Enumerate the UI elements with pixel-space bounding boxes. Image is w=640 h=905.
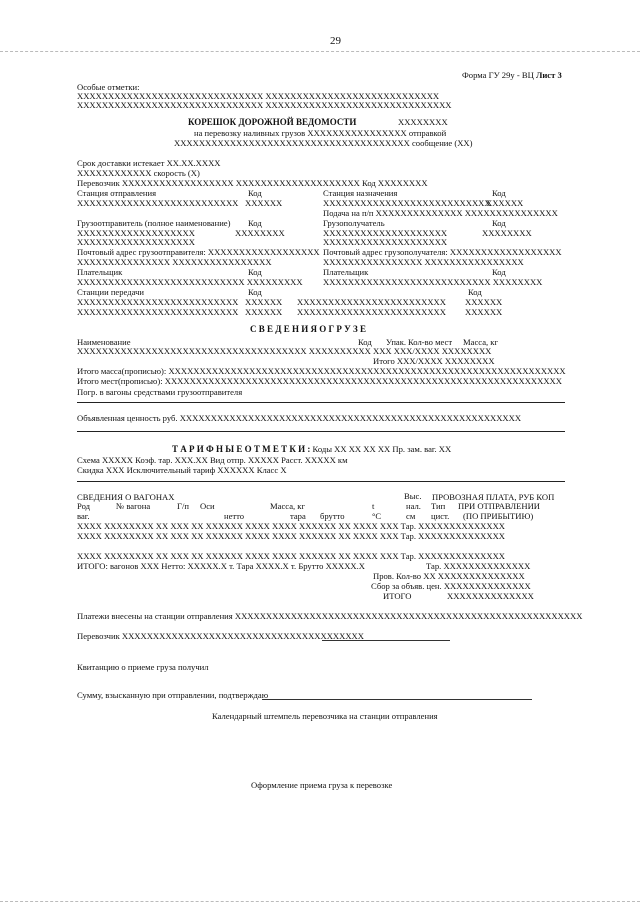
consignee-label: Грузополучатель: [323, 218, 385, 228]
total-mass-words: Итого масса(прописью): XXXXXXXXXXXXXXXXXXXXXXXXXXXXXXXXXXXXXXXXXXXXXXXXXXXXXXXXXXXXXXXX: [77, 366, 566, 376]
wagon-header-capacity: Г/п: [177, 501, 189, 511]
transfer-code: XXXXXX: [245, 307, 283, 317]
payer-label: Плательщик: [323, 267, 369, 277]
cargo-name-label: Наименование: [77, 337, 131, 347]
special-marks-label: Особые отметки:: [77, 82, 140, 92]
shipper-label: Грузоотправитель (полное наименование): [77, 218, 231, 228]
tariff-discount: Скидка XXX Исключительный тариф XXXXXX Класс X: [77, 465, 287, 475]
cargo-pack-label: Упак.: [386, 337, 407, 347]
fee-departure: ПРИ ОТПРАВЛЕНИИ: [458, 501, 540, 511]
delivery-deadline: Срок доставки истекает XX.XX.XXXX: [77, 158, 221, 168]
wagon-header-netto: нетто: [224, 511, 245, 521]
title-subline: на перевозку наливных грузов XXXXXXXXXXXXXXXX отправкой: [194, 128, 447, 138]
tariff-scheme: Схема XXXXX Коэф. тар. XXX.XX Вид отпр. XXXXX Расст. XXXXX км: [77, 455, 348, 465]
dest-station-label: Станция назначения: [323, 188, 398, 198]
special-marks-line: XXXXXXXXXXXXXXXXXXXXXXXXXXXXXX XXXXXXXXXXXXXXXXXXXXXXXXXXXX: [77, 91, 440, 101]
footer-divider: [0, 901, 640, 902]
section-divider: [77, 402, 565, 403]
signature-line: [322, 640, 450, 641]
declared-value: Объявленная ценность руб. XXXXXXXXXXXXXXXXXXXXXXXXXXXXXXXXXXXXXXXXXXXXXXXXXXXXXXX: [77, 413, 522, 423]
wagon-header-tara: тара: [290, 511, 306, 521]
shipper-code-label: Код: [248, 218, 262, 228]
wagon-header-type: Тип: [431, 501, 446, 511]
acceptance-caption: Оформление приема груза к перевозке: [251, 780, 393, 790]
consignee-line: XXXXXXXXXXXXXXXXXXXX: [323, 228, 448, 238]
payer-value: XXXXXXXXXXXXXXXXXXXXXXXXXXX XXXXXXXX: [323, 277, 543, 287]
origin-station-value: XXXXXXXXXXXXXXXXXXXXXXXXXX: [77, 198, 239, 208]
shipper-address: Почтовый адрес грузоотправителя: XXXXXXXXXXXXXXXXXX: [77, 247, 320, 257]
payer-label: Плательщик: [77, 267, 123, 277]
special-marks-line: XXXXXXXXXXXXXXXXXXXXXXXXXXXXXX XXXXXXXXXXXXXXXXXXXXXXXXXXXXXX: [77, 100, 452, 110]
cargo-mass-label: Масса, кг: [463, 337, 499, 347]
fee-declared: Сбор за объяв. цен. XXXXXXXXXXXXXX: [371, 581, 531, 591]
transfer-code-label: Код: [468, 287, 482, 297]
origin-code-label: Код: [248, 188, 262, 198]
delivery-speed: XXXXXXXXXXXX скорость (X): [77, 168, 200, 178]
transfer-stations-label: Станции передачи: [77, 287, 145, 297]
receipt-line: Квитанцию о приеме груза получил: [77, 662, 209, 672]
document-number: XXXXXXXX: [398, 117, 448, 127]
transfer-station: XXXXXXXXXXXXXXXXXXXXXXXX: [297, 307, 446, 317]
wagon-header-brutto: брутто: [320, 511, 345, 521]
shipper-code: XXXXXXXX: [235, 228, 285, 238]
payer-code-label: Код: [248, 267, 262, 277]
section-divider: [77, 481, 565, 482]
transfer-code: XXXXXX: [465, 297, 503, 307]
header-divider: [0, 51, 640, 52]
shipper-line: XXXXXXXXXXXXXXXXXXX: [77, 228, 195, 238]
consignee-address: Почтовый адрес грузополучателя: XXXXXXXXXXXXXXXXXX: [323, 247, 562, 257]
wagon-header-kind: Род: [77, 501, 90, 511]
wagon-header-cist: цист.: [431, 511, 450, 521]
transfer-code: XXXXXX: [245, 297, 283, 307]
cargo-row: XXXXXXXXXXXXXXXXXXXXXXXXXXXXXXXXXXXXX XXXXXXXXXX XXX XXX/XXXX XXXXXXXX: [77, 346, 492, 356]
transfer-station: XXXXXXXXXXXXXXXXXXXXXXXX: [297, 297, 446, 307]
dest-code-value: XXXXXX: [486, 198, 524, 208]
wagon-header-height: Выс.: [404, 491, 422, 501]
dest-code-label: Код: [492, 188, 506, 198]
dest-station-value: XXXXXXXXXXXXXXXXXXXXXXXXXXX: [323, 198, 491, 208]
form-code: [462, 70, 562, 80]
payer-code-label: Код: [492, 267, 506, 277]
fee-prov: Пров. Кол-во XX XXXXXXXXXXXXXX: [373, 571, 525, 581]
wagons-total: ИТОГО: вагонов XXX Нетто: XXXXX.X т. Тара XXXX.X т. Брутто XXXXX.X: [77, 561, 365, 571]
carrier-line: Перевозчик XXXXXXXXXXXXXXXXXX XXXXXXXXXXXXXXXXXXXX Код XXXXXXXX: [77, 178, 428, 188]
fee-arrival: (ПО ПРИБЫТИЮ): [463, 511, 534, 521]
form-label: Форма ГУ 29у - ВЦ: [462, 70, 534, 80]
cargo-code-label: Код: [358, 337, 372, 347]
document-title: КОРЕШОК ДОРОЖНОЙ ВЕДОМОСТИ: [188, 117, 357, 127]
payer-value: XXXXXXXXXXXXXXXXXXXXXXXXXXX XXXXXXXXX: [77, 277, 303, 287]
stamp-caption: Календарный штемпель перевозчика на станции отправления: [212, 711, 438, 721]
sheet-label: Лист 3: [535, 70, 562, 80]
consignee-line: XXXXXXXXXXXXXXXXXXXX: [323, 237, 448, 247]
wagon-header-sm: см: [406, 511, 416, 521]
cargo-heading: С В Е Д Е Н И Я О Г Р У З Е: [250, 324, 367, 334]
loading-note: Погр. в вагоны средствами грузоотправителя: [77, 387, 243, 397]
consignee-code-label: Код: [492, 218, 506, 228]
sum-confirm-line: Сумму, взысканную при отправлении, подтверждаю: [77, 690, 269, 700]
transfer-code: XXXXXX: [465, 307, 503, 317]
fee-total-value: XXXXXXXXXXXXXX: [447, 591, 534, 601]
wagon-row: XXXX XXXXXXXX XX XXX XX XXXXXX XXXX XXXX XXXXXX XX XXXX XXX Тар. XXXXXXXXXXXXXX: [77, 521, 506, 531]
tariff-codes: Коды XX XX XX XX Пр. зам. ваг. XX: [312, 444, 452, 454]
origin-code-value: XXXXXX: [245, 198, 283, 208]
wagon-header-axles: Оси: [200, 501, 215, 511]
cargo-places-label: Кол-во мест: [408, 337, 453, 347]
total-places-words: Итого мест(прописью): XXXXXXXXXXXXXXXXXXXXXXXXXXXXXXXXXXXXXXXXXXXXXXXXXXXXXXXXXXXXXXXX: [77, 376, 562, 386]
wagon-header-mass: Масса, кг: [270, 501, 306, 511]
consignee-code: XXXXXXXX: [482, 228, 532, 238]
wagon-header-temp: t: [372, 501, 375, 511]
wagons-heading: СВЕДЕНИЯ О ВАГОНАХ: [77, 492, 175, 502]
transfer-station: XXXXXXXXXXXXXXXXXXXXXXXXXX: [77, 297, 239, 307]
consignee-address-line: XXXXXXXXXXXXXXXX XXXXXXXXXXXXXXXX: [323, 257, 524, 267]
shipper-line: XXXXXXXXXXXXXXXXXXX: [77, 237, 195, 247]
page-number: 29: [330, 35, 341, 47]
wagon-header-number: № вагона: [116, 501, 151, 511]
wagons-total-tar: Тар. XXXXXXXXXXXXXX: [426, 561, 531, 571]
wagon-row: XXXX XXXXXXXX XX XXX XX XXXXXX XXXX XXXX XXXXXX XX XXXX XXX Тар. XXXXXXXXXXXXXX: [77, 531, 506, 541]
fee-total-label: ИТОГО: [383, 591, 412, 601]
wagon-row: XXXX XXXXXXXX XX XXX XX XXXXXX XXXX XXXX XXXXXX XX XXXX XXX Тар. XXXXXXXXXXXXXX: [77, 551, 506, 561]
wagon-header-vag: ваг.: [77, 511, 90, 521]
shipper-address-line: XXXXXXXXXXXXXXX XXXXXXXXXXXXXXXX: [77, 257, 272, 267]
transfer-station: XXXXXXXXXXXXXXXXXXXXXXXXXX: [77, 307, 239, 317]
signature-line: [262, 699, 532, 700]
wagon-header-deg: °С: [372, 511, 382, 521]
title-subline: XXXXXXXXXXXXXXXXXXXXXXXXXXXXXXXXXXXXXX сообщение (XX): [174, 138, 473, 148]
wagon-header-nal: нал.: [406, 501, 421, 511]
section-divider: [77, 431, 565, 432]
transfer-code-label: Код: [248, 287, 262, 297]
origin-station-label: Станция отправления: [77, 188, 157, 198]
feed-line: Подача на п/п XXXXXXXXXXXXXX XXXXXXXXXXXXXXX: [323, 208, 558, 218]
fee-title: ПРОВОЗНАЯ ПЛАТА, РУБ КОП: [432, 492, 555, 502]
tariff-heading: Т А Р И Ф Н Ы Е О Т М Е Т К И :: [172, 444, 311, 454]
payments-line: Платежи внесены на станции отправления XXXXXXXXXXXXXXXXXXXXXXXXXXXXXXXXXXXXXXXXXXXXXXXXXXXXXXXX: [77, 611, 583, 621]
cargo-total: Итого XXX/XXXX XXXXXXXX: [373, 356, 495, 366]
carrier-signature: Перевозчик XXXXXXXXXXXXXXXXXXXXXXXXXXXXXXXXXXXXXXX: [77, 631, 364, 641]
tariff-heading-line: [172, 444, 451, 454]
